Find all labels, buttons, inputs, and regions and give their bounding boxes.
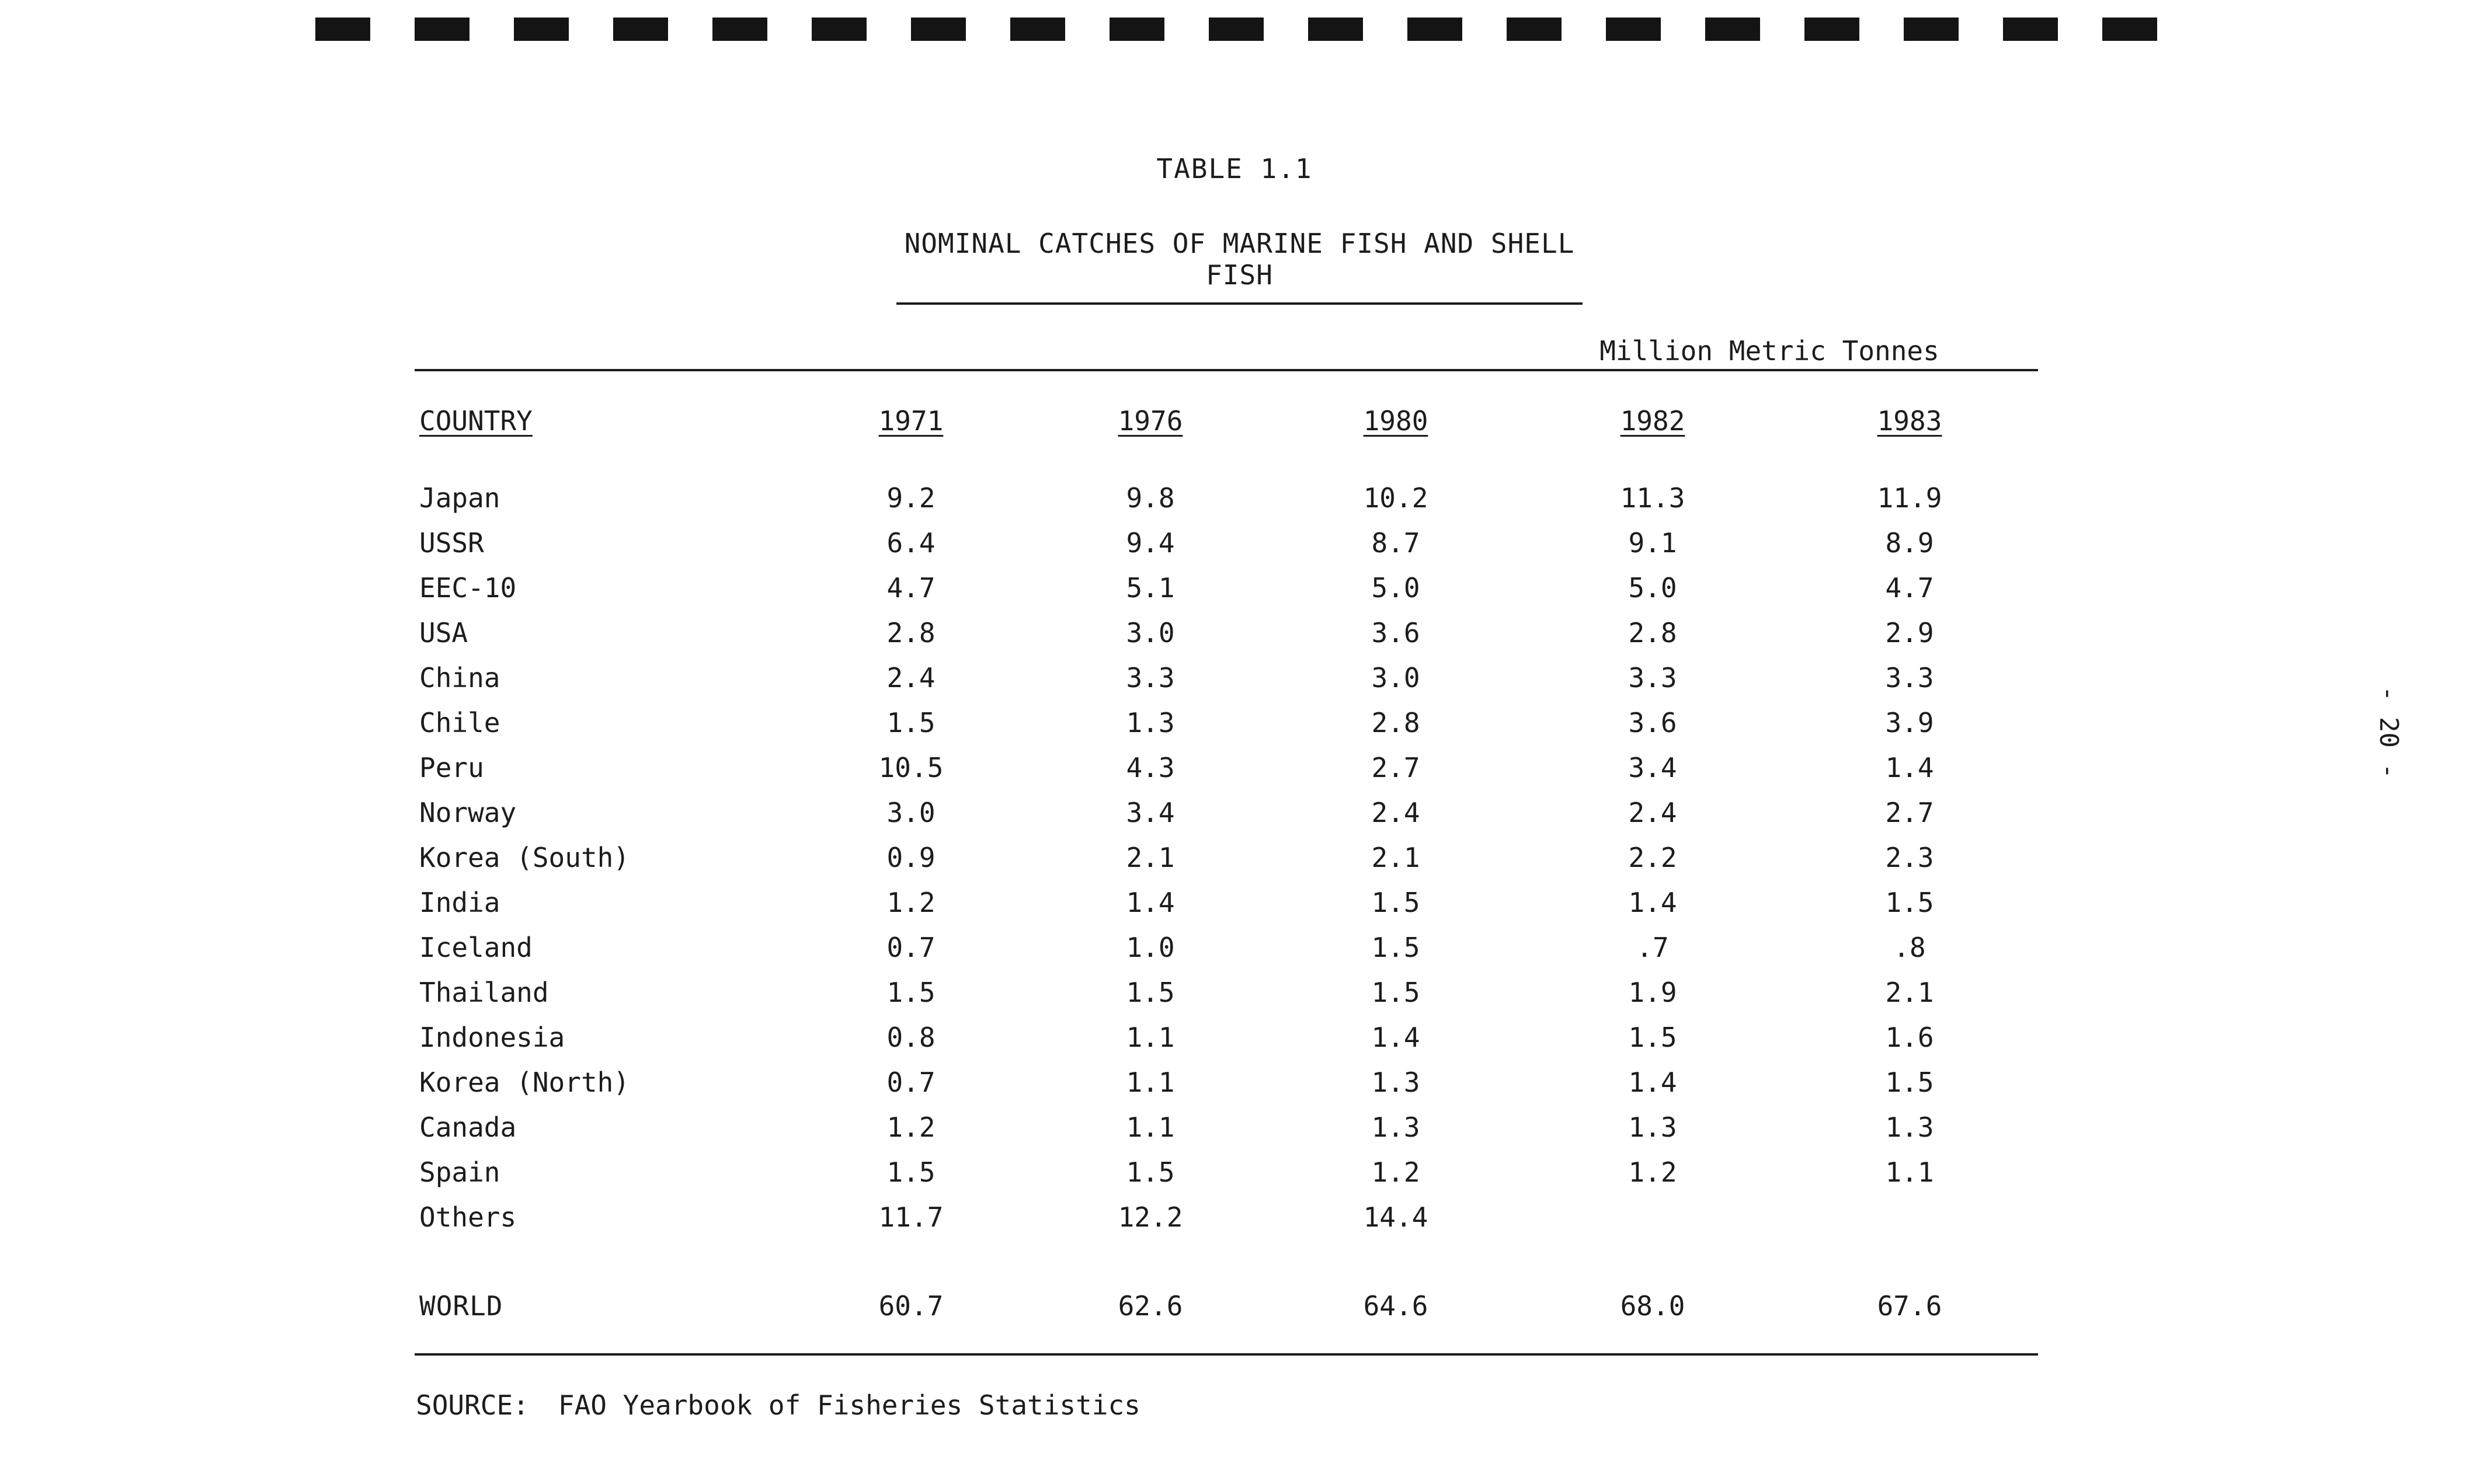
row-value: 3.3 bbox=[1885, 662, 1934, 694]
row-value: 3.4 bbox=[1126, 797, 1175, 828]
row-value: 2.9 bbox=[1885, 617, 1934, 649]
row-value: 9.2 bbox=[886, 482, 936, 514]
row-value: 1.3 bbox=[1628, 1112, 1677, 1143]
row-country: Canada bbox=[419, 1112, 517, 1143]
row-value: 10.2 bbox=[1363, 482, 1428, 514]
row-value: 2.4 bbox=[886, 662, 936, 694]
row-value: 2.2 bbox=[1628, 842, 1677, 873]
row-value: 1.1 bbox=[1126, 1112, 1175, 1143]
row-value: 1.3 bbox=[1371, 1112, 1420, 1143]
row-value: 1.0 bbox=[1126, 932, 1175, 963]
table-row bbox=[0, 752, 2469, 789]
table-title: NOMINAL CATCHES OF MARINE FISH AND SHELL FISH bbox=[896, 228, 1583, 305]
column-header-year: 1982 bbox=[1620, 405, 1685, 437]
row-value: 2.8 bbox=[1628, 617, 1677, 649]
table-label: TABLE 1.1 bbox=[1156, 153, 1313, 184]
row-value: 1.4 bbox=[1126, 887, 1175, 918]
dash-mark bbox=[1804, 18, 1859, 41]
row-value: 5.0 bbox=[1371, 572, 1420, 604]
dash-mark bbox=[1705, 18, 1760, 41]
dash-mark bbox=[812, 18, 867, 41]
dash-mark bbox=[415, 18, 470, 41]
column-header-year: 1971 bbox=[878, 405, 944, 437]
row-value: 3.4 bbox=[1628, 752, 1677, 783]
total-label: WORLD bbox=[419, 1290, 503, 1322]
row-country: Norway bbox=[419, 797, 517, 828]
row-value: 1.5 bbox=[1371, 887, 1420, 918]
row-country: Korea (South) bbox=[419, 842, 630, 873]
row-value: 1.5 bbox=[886, 707, 936, 738]
row-value: 2.1 bbox=[1126, 842, 1175, 873]
row-value: 11.7 bbox=[878, 1201, 944, 1233]
row-value: 11.3 bbox=[1620, 482, 1685, 514]
row-value: 6.4 bbox=[886, 527, 936, 559]
table-bottom-rule bbox=[415, 1353, 2038, 1356]
total-value: 60.7 bbox=[878, 1290, 944, 1322]
row-value: .7 bbox=[1636, 932, 1669, 963]
total-value: 67.6 bbox=[1877, 1290, 1942, 1322]
row-value: 1.5 bbox=[1126, 1156, 1175, 1188]
row-country: USA bbox=[419, 617, 468, 649]
dash-mark bbox=[1010, 18, 1065, 41]
row-value: 2.3 bbox=[1885, 842, 1934, 873]
row-value: 1.4 bbox=[1628, 1067, 1677, 1098]
row-value: 1.3 bbox=[1885, 1112, 1934, 1143]
table-row bbox=[0, 1067, 2469, 1104]
row-country: Indonesia bbox=[419, 1022, 565, 1053]
row-value: 1.2 bbox=[886, 1112, 936, 1143]
total-value: 62.6 bbox=[1118, 1290, 1183, 1322]
row-value: 1.5 bbox=[1885, 887, 1934, 918]
row-value: 5.1 bbox=[1126, 572, 1175, 604]
row-value: 3.9 bbox=[1885, 707, 1934, 738]
row-value: 12.2 bbox=[1118, 1201, 1183, 1233]
row-country: China bbox=[419, 662, 500, 694]
column-header-year: 1983 bbox=[1877, 405, 1942, 437]
row-country: Others bbox=[419, 1201, 517, 1233]
row-country: Iceland bbox=[419, 932, 533, 963]
row-value: 4.7 bbox=[886, 572, 936, 604]
row-value: 1.5 bbox=[1371, 977, 1420, 1008]
row-value: 1.1 bbox=[1885, 1156, 1934, 1188]
table-row bbox=[0, 572, 2469, 609]
dash-mark bbox=[1904, 18, 1959, 41]
table-row bbox=[0, 662, 2469, 699]
table-header-row bbox=[0, 405, 2469, 440]
row-value: 1.5 bbox=[1885, 1067, 1934, 1098]
column-header-year: 1980 bbox=[1363, 405, 1428, 437]
dash-mark bbox=[911, 18, 966, 41]
row-value: 9.4 bbox=[1126, 527, 1175, 559]
row-value: 3.0 bbox=[886, 797, 936, 828]
table-row bbox=[0, 887, 2469, 924]
row-value: 9.8 bbox=[1126, 482, 1175, 514]
table-row bbox=[0, 482, 2469, 520]
table-row bbox=[0, 527, 2469, 565]
dash-mark bbox=[2102, 18, 2157, 41]
table-row bbox=[0, 1022, 2469, 1059]
table-total-row bbox=[0, 1290, 2469, 1328]
unit-note: Million Metric Tonnes bbox=[1599, 335, 1939, 367]
row-value: 8.7 bbox=[1371, 527, 1420, 559]
row-country: Chile bbox=[419, 707, 500, 738]
row-value: 3.3 bbox=[1628, 662, 1677, 694]
row-value: 0.7 bbox=[886, 1067, 936, 1098]
table-row bbox=[0, 1156, 2469, 1194]
row-value: 4.3 bbox=[1126, 752, 1175, 783]
row-value: 0.7 bbox=[886, 932, 936, 963]
top-dash-strip bbox=[315, 18, 2172, 41]
row-value: 9.1 bbox=[1628, 527, 1677, 559]
row-value: .8 bbox=[1893, 932, 1926, 963]
source-text: FAO Yearbook of Fisheries Statistics bbox=[558, 1389, 1140, 1421]
row-country: Thailand bbox=[419, 977, 549, 1008]
row-value: 1.2 bbox=[1628, 1156, 1677, 1188]
row-value: 0.9 bbox=[886, 842, 936, 873]
row-value: 1.2 bbox=[886, 887, 936, 918]
row-country: Peru bbox=[419, 752, 484, 783]
row-value: 4.7 bbox=[1885, 572, 1934, 604]
row-value: 1.4 bbox=[1885, 752, 1934, 783]
dash-mark bbox=[315, 18, 370, 41]
row-value: 1.2 bbox=[1371, 1156, 1420, 1188]
row-value: 1.4 bbox=[1371, 1022, 1420, 1053]
row-value: 2.1 bbox=[1371, 842, 1420, 873]
row-value: 1.3 bbox=[1371, 1067, 1420, 1098]
source-label: SOURCE: bbox=[416, 1389, 529, 1421]
dash-mark bbox=[1209, 18, 1264, 41]
row-value: 1.5 bbox=[1371, 932, 1420, 963]
total-value: 64.6 bbox=[1363, 1290, 1428, 1322]
row-value: 1.5 bbox=[1628, 1022, 1677, 1053]
dash-mark bbox=[712, 18, 767, 41]
page-number: - 20 - bbox=[2374, 686, 2404, 779]
row-value: 1.1 bbox=[1126, 1067, 1175, 1098]
row-value: 1.5 bbox=[886, 1156, 936, 1188]
dash-mark bbox=[1308, 18, 1363, 41]
row-value: 1.1 bbox=[1126, 1022, 1175, 1053]
dash-mark bbox=[514, 18, 569, 41]
row-value: 14.4 bbox=[1363, 1201, 1428, 1233]
row-country: Spain bbox=[419, 1156, 500, 1188]
table-row bbox=[0, 707, 2469, 744]
table-row bbox=[0, 1112, 2469, 1149]
dash-mark bbox=[2003, 18, 2058, 41]
row-value: 1.5 bbox=[1126, 977, 1175, 1008]
row-value: 8.9 bbox=[1885, 527, 1934, 559]
table-row bbox=[0, 842, 2469, 879]
row-value: 1.3 bbox=[1126, 707, 1175, 738]
column-header-year: 1976 bbox=[1118, 405, 1183, 437]
row-value: 3.0 bbox=[1126, 617, 1175, 649]
row-value: 0.8 bbox=[886, 1022, 936, 1053]
source-note bbox=[416, 1389, 1140, 1421]
row-country: India bbox=[419, 887, 500, 918]
row-country: EEC-10 bbox=[419, 572, 517, 604]
dash-mark bbox=[1407, 18, 1462, 41]
row-value: 2.7 bbox=[1885, 797, 1934, 828]
row-value: 2.1 bbox=[1885, 977, 1934, 1008]
row-value: 1.6 bbox=[1885, 1022, 1934, 1053]
row-country: Korea (North) bbox=[419, 1067, 630, 1098]
row-value: 5.0 bbox=[1628, 572, 1677, 604]
dash-mark bbox=[1606, 18, 1661, 41]
row-value: 1.4 bbox=[1628, 887, 1677, 918]
column-header-country: COUNTRY bbox=[419, 405, 533, 437]
row-value: 10.5 bbox=[878, 752, 944, 783]
row-value: 2.7 bbox=[1371, 752, 1420, 783]
table-row bbox=[0, 977, 2469, 1014]
dash-mark bbox=[1110, 18, 1164, 41]
row-value: 1.9 bbox=[1628, 977, 1677, 1008]
table-row bbox=[0, 797, 2469, 834]
row-value: 11.9 bbox=[1877, 482, 1942, 514]
row-country: Japan bbox=[419, 482, 500, 514]
dash-mark bbox=[1507, 18, 1562, 41]
row-value: 3.6 bbox=[1628, 707, 1677, 738]
row-value: 2.8 bbox=[1371, 707, 1420, 738]
row-value: 1.5 bbox=[886, 977, 936, 1008]
row-value: 2.4 bbox=[1371, 797, 1420, 828]
row-value: 3.3 bbox=[1126, 662, 1175, 694]
table-top-rule bbox=[415, 369, 2038, 371]
row-country: USSR bbox=[419, 527, 484, 559]
row-value: 3.0 bbox=[1371, 662, 1420, 694]
table-row bbox=[0, 932, 2469, 969]
table-row bbox=[0, 1201, 2469, 1239]
table-row bbox=[0, 617, 2469, 654]
row-value: 2.8 bbox=[886, 617, 936, 649]
row-value: 3.6 bbox=[1371, 617, 1420, 649]
dash-mark bbox=[613, 18, 668, 41]
total-value: 68.0 bbox=[1620, 1290, 1685, 1322]
row-value: 2.4 bbox=[1628, 797, 1677, 828]
